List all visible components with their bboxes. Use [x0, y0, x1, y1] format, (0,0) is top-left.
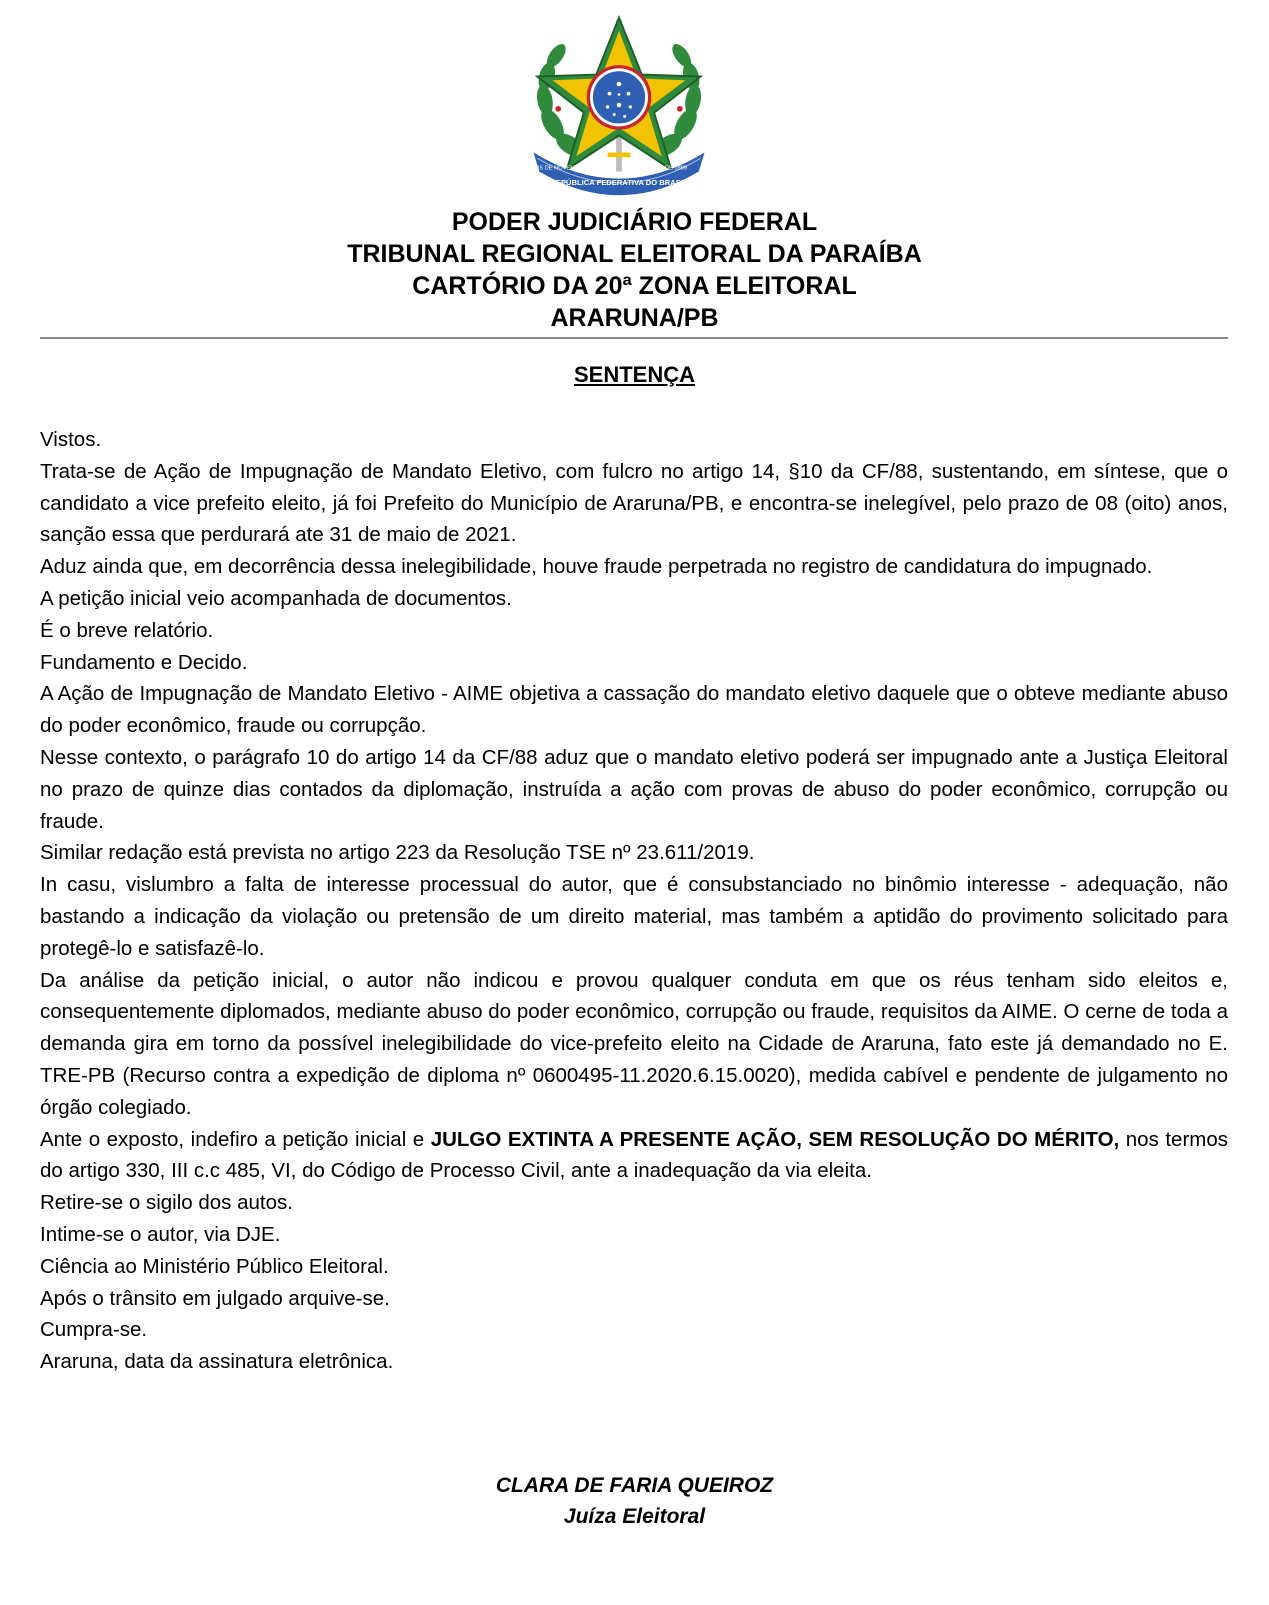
- paragraph-resolution: Similar redação está prevista no artigo 223 da Resolução TSE nº 23.611/2019.: [40, 841, 755, 865]
- paragraph-case-summary: Trata-se de Ação de Impugnação de Mandato Eletivo, com fulcro no artigo 14, §10 da CF/88, sustentando, em síntese, que o candidato a vice prefeito eleito, já foi Prefeito do Município de Araruna/PB, e encontra-se inelegível, pelo prazo de 08 (oito) anos, sanção essa que perdurará ate 31 de maio de 2021.: [40, 459, 1228, 547]
- ruling-text-start: Ante o exposto, indefiro a petição inicial e: [40, 1127, 431, 1151]
- paragraph-report: É o breve relatório.: [40, 618, 214, 642]
- signature-role: Juíza Eleitoral: [563, 1505, 706, 1528]
- header-line-city: ARARUNA/PB: [550, 304, 719, 332]
- paragraph-in-casu: In casu, vislumbro a falta de interesse processual do autor, que é consubstanciado no binômio interesse - adequação, não bastando a indicação da violação ou pretensão de um direito material, mas também a aptidão do provimento solicitado para protegê-lo e satisfazê-lo.: [40, 873, 1228, 960]
- ruling-text-end: nos termos do artigo 330, III c.c 485, VI, do Código de Processo Civil, ante a inadequação da via eleita.: [40, 1127, 1228, 1183]
- emblem-ribbon-date-right: DE 1889: [664, 165, 688, 172]
- paragraph-comply: Cumpra-se.: [40, 1318, 148, 1342]
- signature-name: CLARA DE FARIA QUEIROZ: [495, 1474, 774, 1497]
- paragraph-aime-objective: A Ação de Impugnação de Mandato Eletivo - AIME objetiva a cassação do mandato eletivo daquele que o obteve mediante abuso do poder econômico, fraude ou corrupção.: [40, 682, 1228, 738]
- paragraph-public-ministry: Ciência ao Ministério Público Eleitoral.: [40, 1254, 389, 1278]
- signature-block: [0, 1470, 1269, 1532]
- emblem-ribbon-date-left: 15 DE NOVEMBRO: [536, 165, 588, 172]
- header-line-judiciary: PODER JUDICIÁRIO FEDERAL: [451, 208, 818, 236]
- brazil-coat-of-arms-icon: [524, 10, 714, 200]
- document-body: [40, 424, 1228, 1378]
- paragraph-notify-author: Intime-se o autor, via DJE.: [40, 1222, 281, 1246]
- paragraph-documents: A petição inicial veio acompanhada de documentos.: [40, 586, 512, 610]
- header-line-cartorio: CARTÓRIO DA 20ª ZONA ELEITORAL: [412, 272, 857, 300]
- document-header: [0, 206, 1269, 334]
- paragraph-vistos: Vistos.: [40, 428, 102, 451]
- paragraph-decide: Fundamento e Decido.: [40, 650, 248, 674]
- paragraph-remove-secrecy: Retire-se o sigilo dos autos.: [40, 1191, 293, 1215]
- paragraph-analysis: Da análise da petição inicial, o autor não indicou e provou qualquer conduta em que os réus tenham sido eleitos e, consequentemente diplomados, mediante abuso do poder econômico, corrupção ou fraude, requisitos da AIME. O cerne de toda a demanda gira em torno da possível inelegibilidade do vice-prefeito eleito na Cidade de Araruna, fato este já demandado no E. TRE-PB (Recurso contra a expedição de diploma nº 0600495-11.2020.6.15.0020), medida cabível e pendente de julgamento no órgão colegiado.: [40, 968, 1228, 1119]
- document-title: SENTENÇA: [573, 362, 695, 387]
- ruling-text-bold: JULGO EXTINTA A PRESENTE AÇÃO, SEM RESOLUÇÃO DO MÉRITO,: [430, 1127, 1120, 1151]
- header-divider: [40, 337, 1228, 339]
- paragraph-archive: Após o trânsito em julgado arquive-se.: [40, 1286, 390, 1310]
- paragraph-place-date: Araruna, data da assinatura eletrônica.: [40, 1350, 394, 1374]
- paragraph-ruling: [40, 1124, 1228, 1188]
- header-line-tribunal: TRIBUNAL REGIONAL ELEITORAL DA PARAÍBA: [347, 240, 922, 268]
- emblem-ribbon-text: REPÚBLICA FEDERATIVA DO BRASIL: [550, 177, 688, 187]
- paragraph-context: Nesse contexto, o parágrafo 10 do artigo 14 da CF/88 aduz que o mandato eletivo poderá ser impugnado ante a Justiça Eleitoral no prazo de quinze dias contados da diplomação, instruída a ação com provas de abuso do poder econômico, corrupção ou fraude.: [40, 745, 1228, 833]
- paragraph-fraud-claim: Aduz ainda que, em decorrência dessa inelegibilidade, houve fraude perpetrada no registro de candidatura do impugnado.: [40, 555, 1153, 579]
